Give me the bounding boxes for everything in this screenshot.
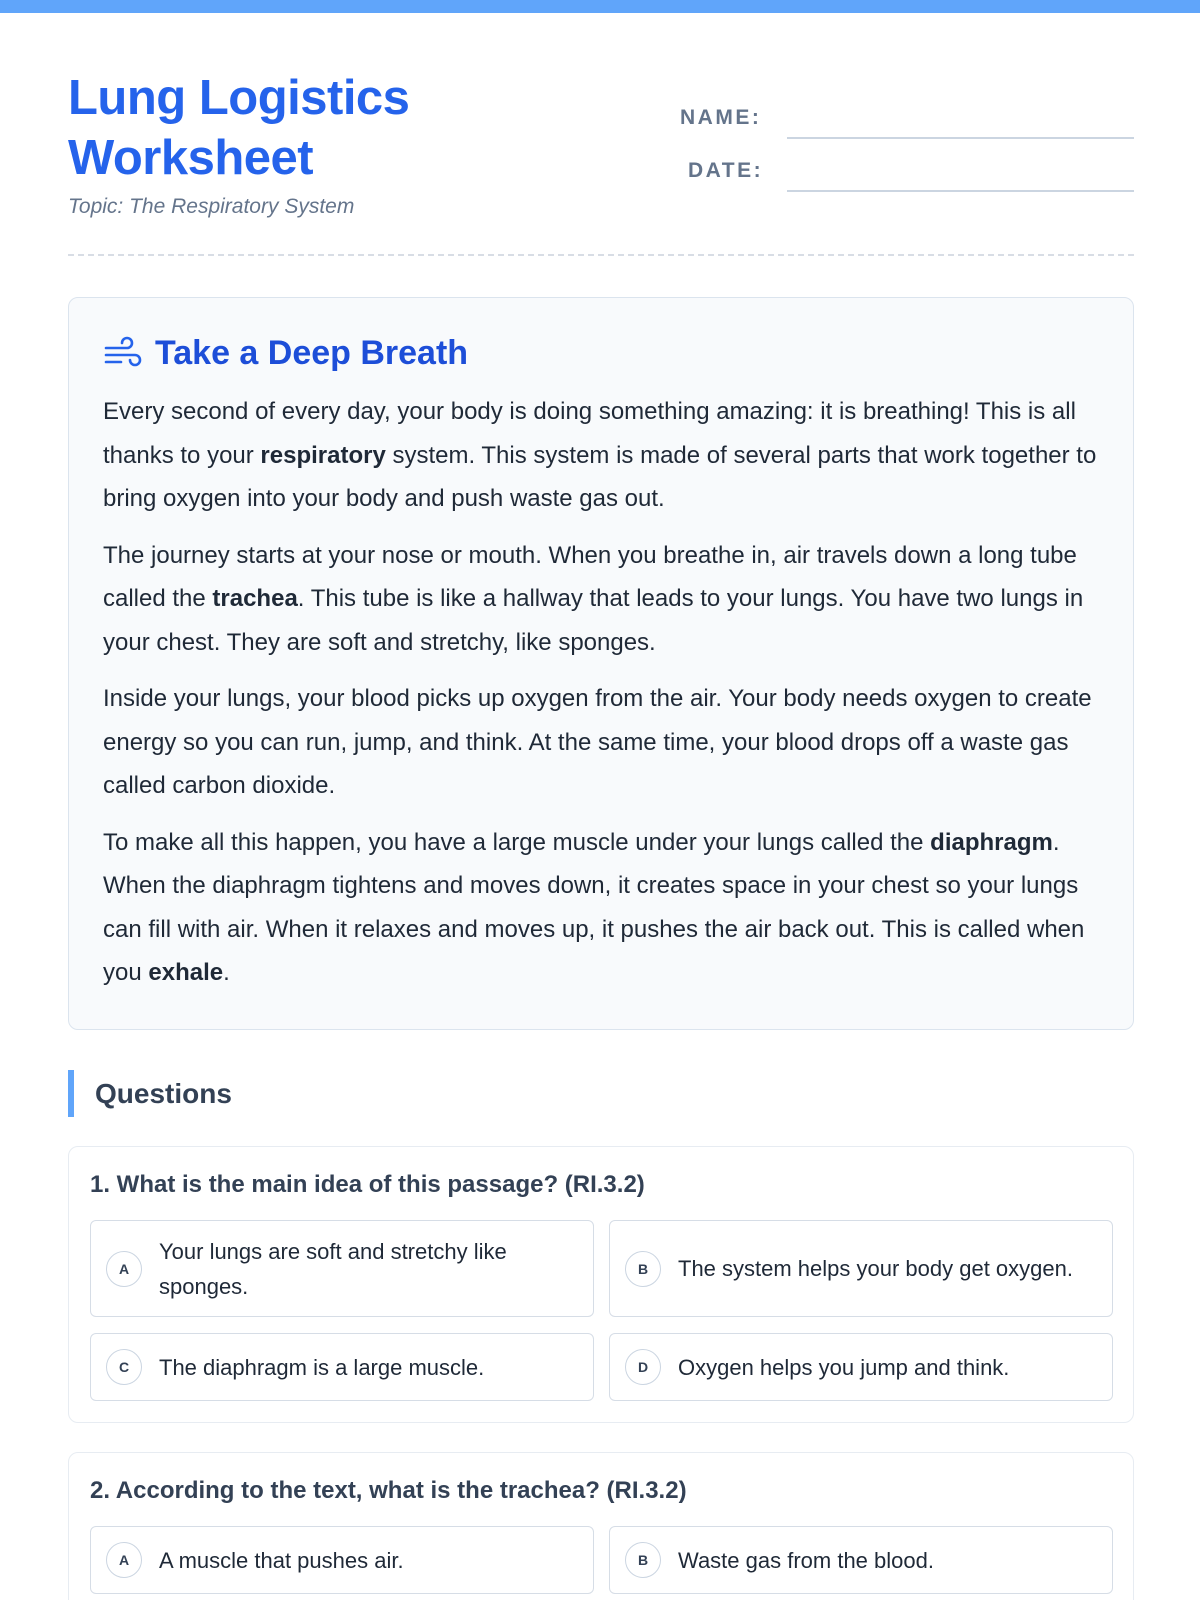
paragraph-text: . — [223, 959, 230, 986]
paragraph-text: system. This system is made of several parts that work together to bring oxygen into your body and push waste gas out. — [103, 441, 1097, 512]
passage-body — [103, 390, 1103, 1008]
passage-paragraph — [103, 821, 1103, 995]
paragraph-text: Every second of every day, your body is doing something amazing: it is breathing! This is all thanks to your — [103, 398, 1076, 469]
questions-heading: Questions — [68, 1070, 232, 1117]
key-term: exhale — [148, 959, 224, 986]
page-title: Lung Logistics Worksheet — [68, 71, 410, 185]
option-text: Your lungs are soft and stretchy like sponges. — [159, 1238, 507, 1299]
option-letter-badge: A — [106, 1542, 142, 1578]
answer-option-c[interactable] — [90, 1333, 594, 1401]
passage-paragraph — [103, 677, 1103, 808]
option-letter-badge: B — [625, 1251, 661, 1287]
wind-icon — [103, 335, 143, 373]
option-letter-badge: A — [106, 1251, 142, 1287]
option-letter-badge: D — [625, 1349, 661, 1385]
answer-option-b[interactable] — [609, 1220, 1113, 1317]
option-letter-badge: B — [625, 1542, 661, 1578]
passage-title: Take a Deep Breath — [155, 334, 469, 372]
question-card-2 — [68, 1452, 1134, 1600]
option-text: The diaphragm is a large muscle. — [159, 1354, 485, 1380]
answer-option-a[interactable] — [90, 1220, 594, 1317]
answer-option-b[interactable] — [609, 1526, 1113, 1594]
paragraph-text: To make all this happen, you have a large muscle under your lungs called the — [103, 828, 931, 856]
paragraph-text: . This tube is like a hallway that leads to your lungs. You have two lungs in your chest. They are soft and stretchy, like sponges. — [103, 585, 1084, 656]
reading-passage — [68, 297, 1134, 1030]
header-divider — [68, 254, 1134, 256]
topic-subtitle: Topic: The Respiratory System — [68, 195, 355, 218]
option-text: Waste gas from the blood. — [678, 1547, 934, 1573]
name-label: NAME: — [680, 106, 762, 129]
date-label: DATE: — [688, 159, 764, 182]
question-card-1 — [68, 1146, 1134, 1423]
option-letter-badge: C — [106, 1349, 142, 1385]
answer-option-a[interactable] — [90, 1526, 594, 1594]
option-text: A muscle that pushes air. — [159, 1547, 404, 1573]
passage-heading — [103, 334, 468, 373]
question-text: 2. According to the text, what is the trachea? (RI.3.2) — [90, 1477, 687, 1504]
passage-paragraph — [103, 534, 1103, 665]
key-term: trachea — [212, 585, 298, 612]
question-text: 1. What is the main idea of this passage? (RI.3.2) — [90, 1171, 645, 1198]
option-text: Oxygen helps you jump and think. — [678, 1354, 1010, 1380]
worksheet-header — [68, 0, 1134, 256]
worksheet-page — [68, 0, 1134, 1573]
answer-option-d[interactable] — [609, 1333, 1113, 1401]
key-term: respiratory — [260, 441, 386, 469]
passage-paragraph — [103, 390, 1103, 521]
name-field[interactable] — [787, 137, 1134, 139]
paragraph-text: . When the diaphragm tightens and moves down, it creates space in your chest so your lungs can fill with air. When it relaxes and moves up, it pushes the air back out. This is called when you — [103, 828, 1085, 986]
paragraph-text: Inside your lungs, your blood picks up oxygen from the air. Your body needs oxygen to create energy so you can run, jump, and think. At the same time, your blood drops off a waste gas called carbon dioxide. — [103, 685, 1092, 799]
option-text: The system helps your body get oxygen. — [678, 1256, 1073, 1281]
paragraph-text: The journey starts at your nose or mouth. When you breathe in, air travels down a long tube called the — [103, 541, 1077, 612]
key-term: diaphragm — [930, 828, 1053, 856]
date-field[interactable] — [787, 190, 1134, 192]
